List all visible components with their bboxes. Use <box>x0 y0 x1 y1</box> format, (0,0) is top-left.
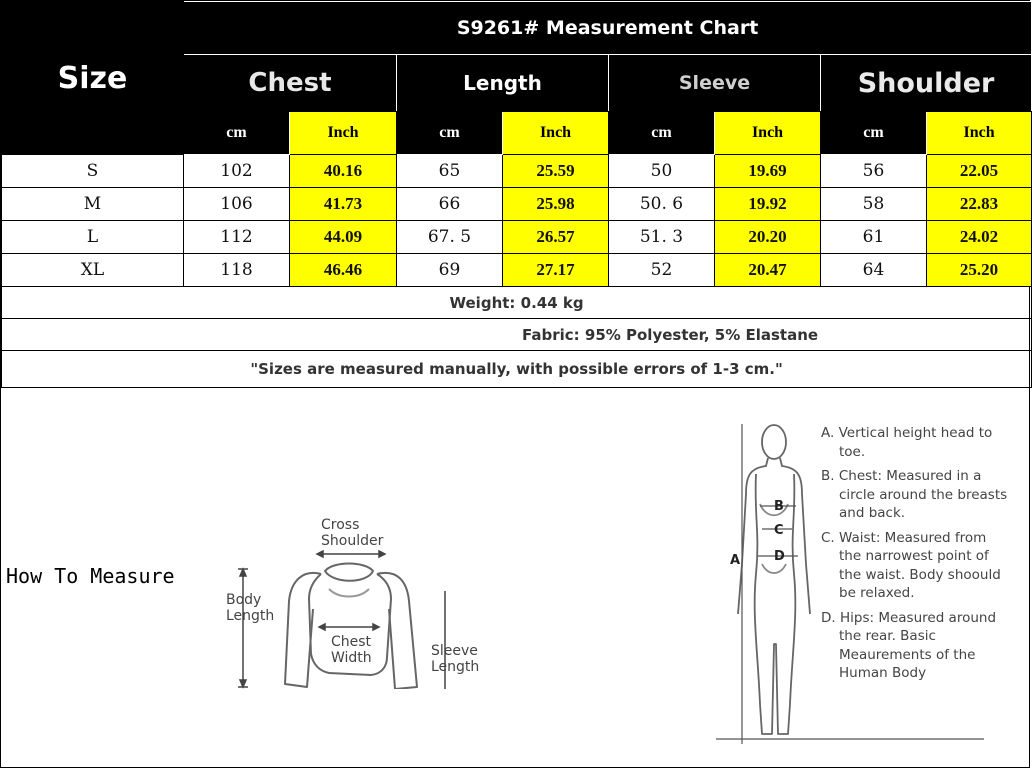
size-cell: L <box>2 221 184 254</box>
chest-cm-unit: cm <box>184 112 290 155</box>
chest-width-label: Chest <box>331 634 372 650</box>
chest-cm-cell: 102 <box>184 155 290 188</box>
shoulder-inch-cell: 22.83 <box>927 188 1032 221</box>
length-inch-unit: Inch <box>503 112 609 155</box>
table-row <box>2 254 1032 287</box>
sleeve-inch-cell: 19.69 <box>715 155 821 188</box>
marker-d: D <box>774 549 785 564</box>
marker-b: B <box>774 499 784 514</box>
shoulder-cm-cell: 64 <box>821 254 927 287</box>
sleeve-cm-cell: 50. 6 <box>609 188 715 221</box>
sleeve-header: Sleeve <box>609 55 821 112</box>
how-to-measure-label: How To Measure <box>6 564 175 588</box>
sleeve-inch-cell: 19.92 <box>715 188 821 221</box>
sleeve-cm-unit: cm <box>609 112 715 155</box>
shoulder-cm-cell: 58 <box>821 188 927 221</box>
table-row <box>2 155 1032 188</box>
shirt-diagram <box>221 449 491 689</box>
size-cell: M <box>2 188 184 221</box>
chest-inch-cell: 40.16 <box>290 155 397 188</box>
chest-inch-unit: Inch <box>290 112 397 155</box>
length-cm-unit: cm <box>397 112 503 155</box>
shoulder-cm-unit: cm <box>821 112 927 155</box>
right-sleeve-outline <box>377 573 417 689</box>
sleeve-inch-cell: 20.20 <box>715 221 821 254</box>
length-inch-cell: 25.59 <box>503 155 609 188</box>
size-cell: XL <box>2 254 184 287</box>
left-sleeve-outline <box>285 573 321 687</box>
disclaimer-text: "Sizes are measured manually, with possible errors of 1-3 cm." <box>2 351 1032 388</box>
measurement-notes <box>821 424 1011 689</box>
length-inch-cell: 25.98 <box>503 188 609 221</box>
chest-inch-cell: 41.73 <box>290 188 397 221</box>
sleeve-cm-cell: 52 <box>609 254 715 287</box>
length-cm-cell: 65 <box>397 155 503 188</box>
shoulder-cm-cell: 61 <box>821 221 927 254</box>
collar-outline <box>325 564 373 581</box>
note-height: A. Vertical height head to toe. <box>821 425 993 460</box>
length-cm-cell: 67. 5 <box>397 221 503 254</box>
chest-cm-cell: 112 <box>184 221 290 254</box>
shoulder-inch-cell: 22.05 <box>927 155 1032 188</box>
marker-c: C <box>774 523 784 538</box>
marker-a: A <box>730 553 741 568</box>
chest-inch-cell: 46.46 <box>290 254 397 287</box>
sleeve-inch-cell: 20.47 <box>715 254 821 287</box>
sleeve-cm-cell: 50 <box>609 155 715 188</box>
table-row <box>2 188 1032 221</box>
head-outline <box>762 425 786 459</box>
shoulder-inch-cell: 25.20 <box>927 254 1032 287</box>
note-chest: B. Chest: Measured in a circle around the breasts and back. <box>821 468 1008 521</box>
body-length-label: Body <box>226 592 262 608</box>
length-inch-cell: 27.17 <box>503 254 609 287</box>
cross-shoulder-label: Shoulder <box>321 533 384 549</box>
chest-inch-cell: 44.09 <box>290 221 397 254</box>
chest-cm-cell: 118 <box>184 254 290 287</box>
table-row <box>2 221 1032 254</box>
fabric-text: Fabric: 95% Polyester, 5% Elastane <box>2 319 1032 351</box>
chest-header: Chest <box>184 55 397 112</box>
length-header: Length <box>397 55 609 112</box>
shoulder-inch-cell: 24.02 <box>927 221 1032 254</box>
size-header: Size <box>2 2 184 155</box>
sleeve-inch-unit: Inch <box>715 112 821 155</box>
length-cm-cell: 69 <box>397 254 503 287</box>
measurement-table <box>1 1 1032 388</box>
chest-width-label: Width <box>331 650 372 666</box>
shoulder-header: Shoulder <box>821 55 1032 112</box>
sleeve-length-label: Sleeve <box>431 643 478 659</box>
sleeve-cm-cell: 51. 3 <box>609 221 715 254</box>
body-length-label: Length <box>226 608 275 624</box>
weight-text: Weight: 0.44 kg <box>2 287 1032 319</box>
chart-title: S9261# Measurement Chart <box>184 2 1032 55</box>
length-cm-cell: 66 <box>397 188 503 221</box>
how-to-measure-section <box>1 394 1031 769</box>
cross-shoulder-label: Cross <box>321 517 360 533</box>
length-inch-cell: 26.57 <box>503 221 609 254</box>
note-hips: D. Hips: Measured around the rear. Basic Meaurements of the Human Body <box>821 609 997 681</box>
chest-cm-cell: 106 <box>184 188 290 221</box>
note-waist: C. Waist: Measured from the narrowest point of the waist. Body shoould be relaxed. <box>821 529 1001 601</box>
sleeve-length-label: Length <box>431 659 480 675</box>
size-cell: S <box>2 155 184 188</box>
shoulder-inch-unit: Inch <box>927 112 1032 155</box>
shoulder-cm-cell: 56 <box>821 155 927 188</box>
